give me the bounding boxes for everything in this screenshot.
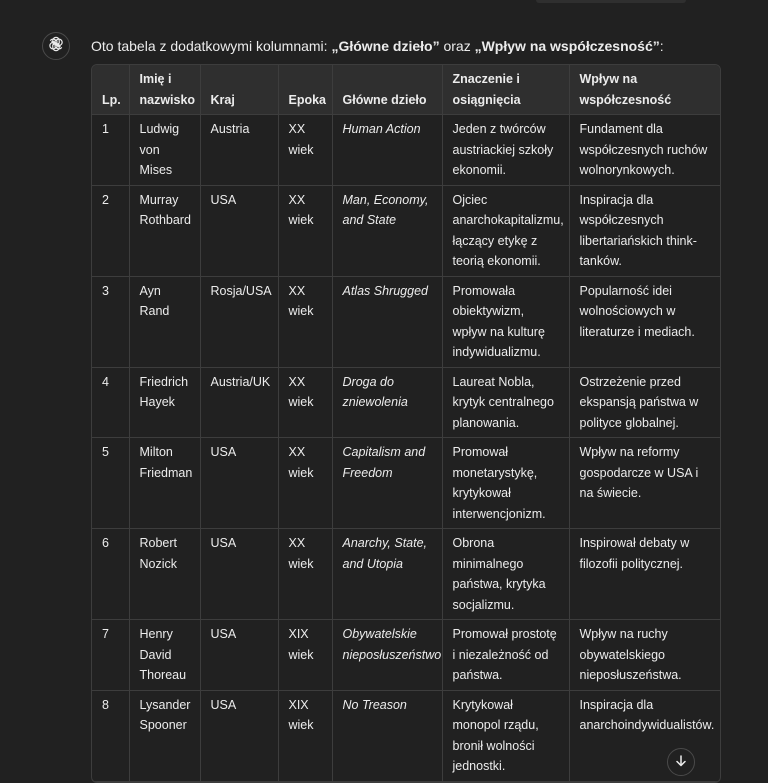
cell-lp: 4 (92, 367, 129, 438)
cell-lp: 5 (92, 438, 129, 529)
cell-meaning: Obrona minimalnego państwa, krytyka socjalizmu. (442, 529, 569, 620)
cell-lp: 3 (92, 276, 129, 367)
cell-work: Human Action (332, 115, 442, 186)
cell-era: XX wiek (278, 115, 332, 186)
table-header-row (92, 65, 720, 115)
table-row (92, 115, 720, 186)
cell-era: XIX wiek (278, 690, 332, 781)
table-row (92, 276, 720, 367)
cell-era: XX wiek (278, 438, 332, 529)
table-row (92, 620, 720, 691)
cell-meaning: Ojciec anarchokapitalizmu, łączący etykę z teorią ekonomii. (442, 185, 569, 276)
table-row (92, 185, 720, 276)
header-influence: Wpływ na współczesność (569, 65, 720, 115)
cell-name: Murray Rothbard (129, 185, 200, 276)
header-era: Epoka (278, 65, 332, 115)
intro-column-2: „Wpływ na współczesność” (474, 38, 660, 54)
cell-work: Obywatelskie nieposłuszeństwo (332, 620, 442, 691)
cell-meaning: Laureat Nobla, krytyk centralnego planowania. (442, 367, 569, 438)
cell-influence: Inspirował debaty w filozofii politycznej. (569, 529, 720, 620)
table-row (92, 438, 720, 529)
scroll-to-bottom-button[interactable] (667, 748, 695, 776)
table-row (92, 367, 720, 438)
header-country: Kraj (200, 65, 278, 115)
cell-lp: 6 (92, 529, 129, 620)
header-meaning: Znaczenie i osiągnięcia (442, 65, 569, 115)
header-work: Główne dzieło (332, 65, 442, 115)
cell-meaning: Jeden z twórców austriackiej szkoły ekonomii. (442, 115, 569, 186)
cell-country: USA (200, 185, 278, 276)
cell-meaning: Krytykował monopol rządu, bronił wolności jednostki. (442, 690, 569, 781)
cell-country: Austria/UK (200, 367, 278, 438)
cell-name: Friedrich Hayek (129, 367, 200, 438)
cell-lp: 2 (92, 185, 129, 276)
intro-column-1: „Główne dzieło” (331, 38, 440, 54)
cell-work: Capitalism and Freedom (332, 438, 442, 529)
cell-meaning: Promował prostotę i niezależność od państwa. (442, 620, 569, 691)
assistant-logo-icon (47, 35, 65, 58)
intro-middle: oraz (439, 38, 475, 54)
cell-name: Milton Friedman (129, 438, 200, 529)
cell-influence: Fundament dla współczesnych ruchów wolnorynkowych. (569, 115, 720, 186)
libertarians-table (92, 65, 720, 782)
cell-work: Atlas Shrugged (332, 276, 442, 367)
cell-work: Droga do zniewolenia (332, 367, 442, 438)
cell-influence: Popularność idei wolnościowych w literaturze i mediach. (569, 276, 720, 367)
cell-country: USA (200, 438, 278, 529)
cell-influence: Wpływ na ruchy obywatelskiego nieposłuszeństwa. (569, 620, 720, 691)
table-row (92, 529, 720, 620)
intro-suffix: : (659, 38, 664, 54)
cell-era: XX wiek (278, 367, 332, 438)
intro-prefix: Oto tabela z dodatkowymi kolumnami: (91, 38, 332, 54)
libertarians-table-container (91, 64, 721, 783)
assistant-message-intro (91, 38, 664, 54)
cell-era: XX wiek (278, 276, 332, 367)
cell-era: XX wiek (278, 185, 332, 276)
cell-meaning: Promował monetarystykę, krytykował interwencjonizm. (442, 438, 569, 529)
cell-influence: Inspiracja dla współczesnych libertariańskich think-tanków. (569, 185, 720, 276)
cell-name: Lysander Spooner (129, 690, 200, 781)
cell-influence: Wpływ na reformy gospodarcze w USA i na świecie. (569, 438, 720, 529)
arrow-down-icon (674, 754, 688, 771)
cell-name: Robert Nozick (129, 529, 200, 620)
cell-era: XIX wiek (278, 620, 332, 691)
cell-work: No Treason (332, 690, 442, 781)
cell-influence: Inspiracja dla anarchoindywidualistów. (569, 690, 720, 781)
cell-era: XX wiek (278, 529, 332, 620)
cell-lp: 7 (92, 620, 129, 691)
cell-lp: 8 (92, 690, 129, 781)
cell-country: USA (200, 529, 278, 620)
table-row (92, 690, 720, 781)
top-bar-edge (536, 0, 686, 3)
cell-meaning: Promowała obiektywizm, wpływ na kulturę indywidualizmu. (442, 276, 569, 367)
cell-name: Ayn Rand (129, 276, 200, 367)
cell-country: USA (200, 620, 278, 691)
header-name: Imię i nazwisko (129, 65, 200, 115)
cell-name: Ludwig von Mises (129, 115, 200, 186)
header-lp: Lp. (92, 65, 129, 115)
cell-influence: Ostrzeżenie przed ekspansją państwa w polityce globalnej. (569, 367, 720, 438)
cell-country: USA (200, 690, 278, 781)
cell-work: Man, Economy, and State (332, 185, 442, 276)
cell-country: Austria (200, 115, 278, 186)
cell-country: Rosja/USA (200, 276, 278, 367)
assistant-avatar (42, 32, 70, 60)
cell-lp: 1 (92, 115, 129, 186)
cell-work: Anarchy, State, and Utopia (332, 529, 442, 620)
cell-name: Henry David Thoreau (129, 620, 200, 691)
